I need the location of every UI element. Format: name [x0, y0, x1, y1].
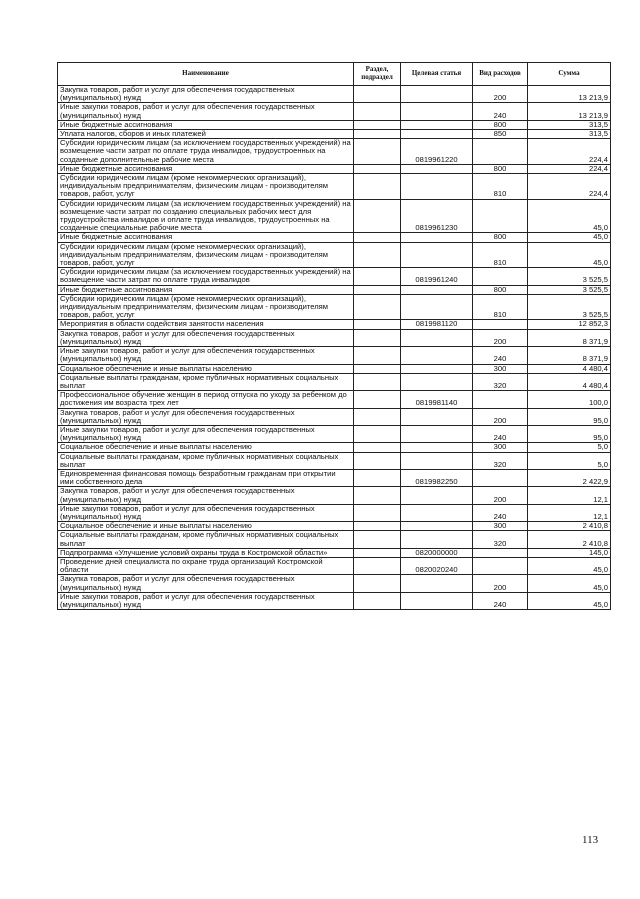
row-target — [401, 130, 473, 139]
row-section — [354, 103, 401, 120]
table-row — [58, 139, 611, 165]
row-target — [401, 408, 473, 425]
row-sum: 45,0 — [528, 575, 611, 592]
row-sum: 3 525,5 — [528, 285, 611, 294]
row-target — [401, 425, 473, 442]
header-sum: Сумма — [528, 63, 611, 86]
table-row — [58, 233, 611, 242]
row-name: Иные бюджетные ассигнования — [58, 233, 354, 242]
row-target: 0820020240 — [401, 557, 473, 574]
row-target — [401, 103, 473, 120]
row-type: 850 — [473, 130, 528, 139]
row-section — [354, 285, 401, 294]
row-type — [473, 199, 528, 233]
row-section — [354, 504, 401, 521]
row-name: Иные закупки товаров, работ и услуг для обеспечения государственных (муниципальных) нужд — [58, 103, 354, 120]
row-type: 800 — [473, 285, 528, 294]
row-target — [401, 364, 473, 373]
row-type: 240 — [473, 103, 528, 120]
row-type: 810 — [473, 294, 528, 320]
row-sum: 2 410,8 — [528, 522, 611, 531]
row-section — [354, 86, 401, 103]
row-target — [401, 504, 473, 521]
table-row — [58, 320, 611, 329]
row-section — [354, 373, 401, 390]
table-row — [58, 548, 611, 557]
row-type: 810 — [473, 174, 528, 200]
row-type — [473, 268, 528, 285]
row-target: 0819961220 — [401, 139, 473, 165]
row-section — [354, 164, 401, 173]
row-type — [473, 320, 528, 329]
row-section — [354, 452, 401, 469]
row-section — [354, 391, 401, 408]
row-type — [473, 391, 528, 408]
row-section — [354, 592, 401, 609]
row-name: Закупка товаров, работ и услуг для обеспечения государственных (муниципальных) нужд — [58, 487, 354, 504]
page-number: 113 — [582, 834, 599, 846]
row-name: Субсидии юридическим лицам (кроме некоммерческих организаций), индивидуальным предпринимателям, физическим лицам - производителям товаров, работ, услуг — [58, 294, 354, 320]
row-name: Субсидии юридическим лицам (за исключением государственных учреждений) на возмещение части затрат по созданию специальных рабочих мест для трудоустройства инвалидов и оплате труда инвалидов, трудоустроенных на созданные специальные рабочие места — [58, 199, 354, 233]
table-row — [58, 130, 611, 139]
row-sum: 313,5 — [528, 120, 611, 129]
row-name: Иные бюджетные ассигнования — [58, 120, 354, 129]
row-target — [401, 592, 473, 609]
row-sum: 100,0 — [528, 391, 611, 408]
row-name: Уплата налогов, сборов и иных платежей — [58, 130, 354, 139]
row-sum: 224,4 — [528, 164, 611, 173]
row-section — [354, 531, 401, 548]
row-type: 320 — [473, 531, 528, 548]
header-section: Раздел, подраздел — [354, 63, 401, 86]
row-name: Социальные выплаты гражданам, кроме публичных нормативных социальных выплат — [58, 531, 354, 548]
row-target: 0819961240 — [401, 268, 473, 285]
table-row — [58, 364, 611, 373]
row-section — [354, 139, 401, 165]
row-sum: 224,4 — [528, 139, 611, 165]
row-name: Иные закупки товаров, работ и услуг для обеспечения государственных (муниципальных) нужд — [58, 347, 354, 364]
budget-document — [57, 62, 610, 610]
row-type — [473, 548, 528, 557]
row-section — [354, 522, 401, 531]
row-type: 800 — [473, 120, 528, 129]
table-row — [58, 575, 611, 592]
row-name: Закупка товаров, работ и услуг для обеспечения государственных (муниципальных) нужд — [58, 575, 354, 592]
row-sum: 3 525,5 — [528, 294, 611, 320]
table-row — [58, 504, 611, 521]
row-section — [354, 443, 401, 452]
row-target — [401, 242, 473, 268]
row-type: 800 — [473, 233, 528, 242]
row-sum: 145,0 — [528, 548, 611, 557]
table-row — [58, 285, 611, 294]
row-name: Подпрограмма «Улучшение условий охраны труда в Костромской области» — [58, 548, 354, 557]
row-target — [401, 174, 473, 200]
row-section — [354, 233, 401, 242]
row-type: 300 — [473, 443, 528, 452]
row-sum: 2 410,8 — [528, 531, 611, 548]
row-name: Социальные выплаты гражданам, кроме публичных нормативных социальных выплат — [58, 452, 354, 469]
row-name: Закупка товаров, работ и услуг для обеспечения государственных (муниципальных) нужд — [58, 86, 354, 103]
row-name: Иные бюджетные ассигнования — [58, 164, 354, 173]
row-target — [401, 347, 473, 364]
row-sum: 95,0 — [528, 408, 611, 425]
table-row — [58, 531, 611, 548]
row-target: 0819981120 — [401, 320, 473, 329]
row-target — [401, 373, 473, 390]
table-row — [58, 347, 611, 364]
row-sum: 45,0 — [528, 199, 611, 233]
row-target — [401, 285, 473, 294]
row-section — [354, 242, 401, 268]
row-section — [354, 364, 401, 373]
row-name: Иные закупки товаров, работ и услуг для обеспечения государственных (муниципальных) нужд — [58, 592, 354, 609]
row-sum: 12 852,3 — [528, 320, 611, 329]
row-type: 800 — [473, 164, 528, 173]
row-sum: 5,0 — [528, 452, 611, 469]
row-name: Профессиональное обучение женщин в период отпуска по уходу за ребенком до достижения им возраста трех лет — [58, 391, 354, 408]
table-row — [58, 522, 611, 531]
row-target — [401, 452, 473, 469]
row-type: 200 — [473, 329, 528, 346]
row-section — [354, 120, 401, 129]
row-sum: 13 213,9 — [528, 103, 611, 120]
table-row — [58, 164, 611, 173]
row-sum: 3 525,5 — [528, 268, 611, 285]
header-name: Наименование — [58, 63, 354, 86]
row-name: Субсидии юридическим лицам (за исключением государственных учреждений) на возмещение части затрат по оплате труда инвалидов — [58, 268, 354, 285]
header-type: Вид расходов — [473, 63, 528, 86]
row-sum: 45,0 — [528, 592, 611, 609]
row-section — [354, 329, 401, 346]
table-row — [58, 373, 611, 390]
row-section — [354, 469, 401, 486]
row-type: 200 — [473, 86, 528, 103]
row-section — [354, 557, 401, 574]
table-body — [58, 86, 611, 610]
header-target: Целевая статья — [401, 63, 473, 86]
row-sum: 12,1 — [528, 487, 611, 504]
table-row — [58, 469, 611, 486]
row-name: Закупка товаров, работ и услуг для обеспечения государственных (муниципальных) нужд — [58, 329, 354, 346]
row-section — [354, 294, 401, 320]
row-section — [354, 347, 401, 364]
row-target — [401, 443, 473, 452]
row-section — [354, 174, 401, 200]
table-row — [58, 242, 611, 268]
table-row — [58, 391, 611, 408]
row-target: 0819982250 — [401, 469, 473, 486]
budget-table — [57, 62, 611, 610]
row-sum: 5,0 — [528, 443, 611, 452]
row-name: Субсидии юридическим лицам (кроме некоммерческих организаций), индивидуальным предпринимателям, физическим лицам - производителям товаров, работ, услуг — [58, 174, 354, 200]
row-target: 0819981140 — [401, 391, 473, 408]
row-sum: 95,0 — [528, 425, 611, 442]
row-type: 200 — [473, 408, 528, 425]
row-name: Иные закупки товаров, работ и услуг для обеспечения государственных (муниципальных) нужд — [58, 425, 354, 442]
row-name: Мероприятия в области содействия занятости населения — [58, 320, 354, 329]
row-type: 320 — [473, 373, 528, 390]
table-row — [58, 294, 611, 320]
row-sum: 2 422,9 — [528, 469, 611, 486]
row-sum: 45,0 — [528, 242, 611, 268]
row-name: Иные закупки товаров, работ и услуг для обеспечения государственных (муниципальных) нужд — [58, 504, 354, 521]
row-type — [473, 469, 528, 486]
row-section — [354, 425, 401, 442]
table-row — [58, 329, 611, 346]
row-section — [354, 487, 401, 504]
row-type: 240 — [473, 347, 528, 364]
row-target — [401, 120, 473, 129]
row-sum: 45,0 — [528, 557, 611, 574]
table-header-row — [58, 63, 611, 86]
row-sum: 8 371,9 — [528, 329, 611, 346]
row-target — [401, 86, 473, 103]
table-row — [58, 199, 611, 233]
row-name: Субсидии юридическим лицам (за исключением государственных учреждений) на возмещение части затрат по оплате труда инвалидов, трудоустроенных на созданные дополнительные рабочие места — [58, 139, 354, 165]
row-section — [354, 548, 401, 557]
row-target — [401, 233, 473, 242]
row-sum: 45,0 — [528, 233, 611, 242]
row-target — [401, 522, 473, 531]
row-section — [354, 199, 401, 233]
row-target — [401, 294, 473, 320]
table-row — [58, 120, 611, 129]
row-target: 0819961230 — [401, 199, 473, 233]
row-name: Социальное обеспечение и иные выплаты населению — [58, 364, 354, 373]
table-row — [58, 557, 611, 574]
table-row — [58, 592, 611, 609]
row-section — [354, 575, 401, 592]
table-row — [58, 408, 611, 425]
row-name: Единовременная финансовая помощь безработным гражданам при открытии ими собственного дела — [58, 469, 354, 486]
row-name: Социальные выплаты гражданам, кроме публичных нормативных социальных выплат — [58, 373, 354, 390]
row-type: 200 — [473, 575, 528, 592]
row-sum: 313,5 — [528, 130, 611, 139]
table-row — [58, 174, 611, 200]
row-name: Социальное обеспечение и иные выплаты населению — [58, 522, 354, 531]
row-target: 0820000000 — [401, 548, 473, 557]
row-type: 320 — [473, 452, 528, 469]
row-target — [401, 487, 473, 504]
row-name: Закупка товаров, работ и услуг для обеспечения государственных (муниципальных) нужд — [58, 408, 354, 425]
row-type — [473, 139, 528, 165]
row-section — [354, 320, 401, 329]
row-sum: 4 480,4 — [528, 364, 611, 373]
row-name: Проведение дней специалиста по охране труда организаций Костромской области — [58, 557, 354, 574]
row-target — [401, 531, 473, 548]
row-sum: 8 371,9 — [528, 347, 611, 364]
table-row — [58, 86, 611, 103]
row-target — [401, 575, 473, 592]
row-section — [354, 268, 401, 285]
row-name: Иные бюджетные ассигнования — [58, 285, 354, 294]
row-target — [401, 329, 473, 346]
row-type: 240 — [473, 504, 528, 521]
table-row — [58, 268, 611, 285]
table-row — [58, 487, 611, 504]
row-type: 300 — [473, 364, 528, 373]
row-sum: 12,1 — [528, 504, 611, 521]
table-row — [58, 452, 611, 469]
row-type: 240 — [473, 592, 528, 609]
row-type: 810 — [473, 242, 528, 268]
row-name: Социальное обеспечение и иные выплаты населению — [58, 443, 354, 452]
row-type: 300 — [473, 522, 528, 531]
row-type: 240 — [473, 425, 528, 442]
row-type: 200 — [473, 487, 528, 504]
row-section — [354, 408, 401, 425]
row-type — [473, 557, 528, 574]
row-sum: 13 213,9 — [528, 86, 611, 103]
row-sum: 224,4 — [528, 174, 611, 200]
table-row — [58, 103, 611, 120]
row-name: Субсидии юридическим лицам (кроме некоммерческих организаций), индивидуальным предпринимателям, физическим лицам - производителям товаров, работ, услуг — [58, 242, 354, 268]
row-section — [354, 130, 401, 139]
row-target — [401, 164, 473, 173]
row-sum: 4 480,4 — [528, 373, 611, 390]
table-row — [58, 425, 611, 442]
table-row — [58, 443, 611, 452]
